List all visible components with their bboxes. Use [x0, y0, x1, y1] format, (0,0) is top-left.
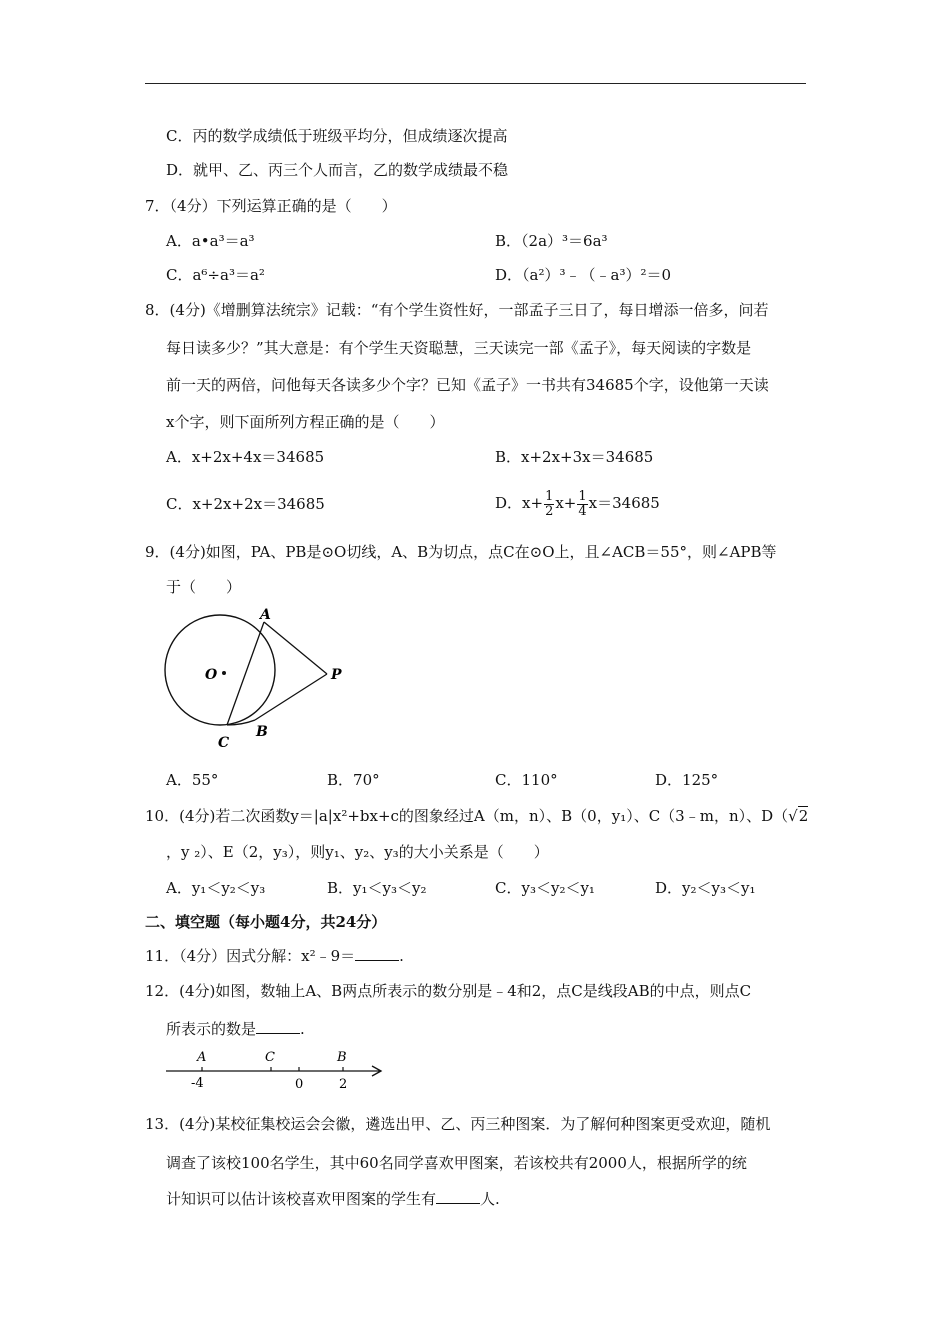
q7-option-a: A．a•a³＝a³ — [166, 232, 255, 250]
q10-option-a: A．y₁＜y₂＜y₃ — [166, 879, 266, 897]
q9-option-d: D．125° — [655, 771, 719, 789]
q8-option-c: C．x+2x+2x＝34685 — [166, 495, 325, 513]
q7-option-b: B．（2a）³＝6a³ — [495, 232, 608, 250]
q8-line-3: 前一天的两倍，问他每天各读多少个字？已知《孟子》一书共有34685个字，设他第一天读 — [166, 376, 769, 394]
label-b: B — [256, 724, 268, 740]
q7-stem: 7．（4分）下列运算正确的是（ ） — [145, 197, 397, 215]
label-p: P — [331, 667, 342, 683]
label-c: C — [218, 735, 230, 751]
q11-text: 11．（4分）因式分解：x²﹣9＝ — [145, 947, 356, 965]
label-o: O — [205, 667, 218, 683]
q11-stem — [145, 946, 404, 966]
q8-option-d-suffix: x＝34685 — [588, 494, 660, 512]
tick-label-minus-4: -4 — [191, 1076, 204, 1091]
q11-end: . — [399, 947, 404, 965]
q7-option-d: D．（a²）³﹣（﹣a³）²＝0 — [495, 266, 672, 284]
q9-circle-figure — [160, 602, 350, 752]
q9-line-1: 9．(4分)如图，PA、PB是⊙O切线，A、B为切点，点C在⊙O上，且∠ACB＝55°，则∠APB等 — [145, 543, 777, 561]
q12-line-2 — [166, 1019, 305, 1039]
answer-blank[interactable] — [436, 1189, 480, 1204]
circle-o — [165, 615, 275, 725]
tick-label-0: 0 — [295, 1077, 304, 1092]
q9-option-a: A．55° — [166, 771, 219, 789]
sqrt-sign: √ — [788, 807, 798, 825]
q7-option-c: C．a⁶÷a³＝a² — [166, 266, 265, 284]
fraction-one-quarter: $\frac{1}{4}$ — [578, 488, 587, 519]
q9-line-2: 于（ ） — [166, 578, 242, 596]
q13-end: 人. — [480, 1190, 500, 1208]
tangent-pb — [255, 674, 327, 720]
number-line-figure — [160, 1044, 390, 1092]
q8-line-1: 8．(4分)《增删算法统宗》记载：“有个学生资性好，一部孟子三日了，每日增添一倍多，问若 — [145, 301, 769, 319]
label-a: A — [260, 607, 271, 623]
q10-line-1-text: 10．(4分)若二次函数y＝|a|x²+bx+c的图象经过A（m，n）、B（0，y₁）、C（3﹣m，n）、D（ — [145, 807, 789, 825]
q13-line-3 — [166, 1189, 500, 1209]
q10-line-2: ，y ₂）、E（2，y₃），则y₁、y₂、y₃的大小关系是（ ） — [166, 843, 549, 861]
center-dot — [222, 671, 226, 675]
q8-line-4: x个字，则下面所列方程正确的是（ ） — [166, 413, 445, 431]
tick-label-2: 2 — [339, 1077, 348, 1092]
q10-option-c: C．y₃＜y₂＜y₁ — [495, 879, 595, 897]
q13-line-3-text: 计知识可以估计该校喜欢甲图案的学生有 — [166, 1190, 437, 1208]
label-b: B — [337, 1050, 347, 1065]
header-rule — [145, 83, 806, 84]
label-c: C — [265, 1050, 275, 1065]
q9-option-c: C．110° — [495, 771, 558, 789]
q8-option-d-prefix: D．x+ — [495, 494, 544, 512]
q8-option-d — [495, 484, 660, 522]
q13-line-2: 调查了该校100名学生，其中60名同学喜欢甲图案，若该校共有2000人，根据所学的统 — [166, 1154, 747, 1172]
q10-option-d: D．y₂＜y₃＜y₁ — [655, 879, 756, 897]
q10-line-1 — [145, 806, 808, 826]
q10-option-b: B．y₁＜y₃＜y₂ — [327, 879, 427, 897]
q8-option-a: A．x+2x+4x＝34685 — [166, 448, 325, 466]
sqrt-two — [788, 806, 808, 826]
q12-end: . — [300, 1020, 305, 1038]
q12-line-1: 12．(4分)如图，数轴上A、B两点所表示的数分别是﹣4和2，点C是线段AB的中点，则点C — [145, 982, 752, 1000]
q8-option-d-mid: x+ — [555, 494, 577, 512]
q9-option-b: B．70° — [327, 771, 380, 789]
q12-line-2-text: 所表示的数是 — [166, 1020, 257, 1038]
section-2-title: 二、填空题（每小题4分，共24分） — [145, 913, 387, 931]
answer-blank[interactable] — [256, 1019, 300, 1034]
q8-option-b: B．x+2x+3x＝34685 — [495, 448, 654, 466]
sqrt-radicand: 2 — [798, 807, 809, 825]
q6-option-c: C．丙的数学成绩低于班级平均分，但成绩逐次提高 — [166, 127, 508, 145]
tangent-pa — [264, 622, 327, 674]
q8-line-2: 每日读多少？”其大意是：有个学生天资聪慧，三天读完一部《孟子》，每天阅读的字数是 — [166, 339, 752, 357]
q13-line-1: 13．(4分)某校征集校运会会徽，遴选出甲、乙、丙三种图案．为了解何种图案更受欢迎，随机 — [145, 1115, 771, 1133]
answer-blank[interactable] — [355, 946, 399, 961]
label-a: A — [197, 1050, 207, 1065]
q6-option-d: D．就甲、乙、丙三个人而言，乙的数学成绩最不稳 — [166, 161, 509, 179]
fraction-one-half: $\frac{1}{2}$ — [545, 488, 554, 519]
